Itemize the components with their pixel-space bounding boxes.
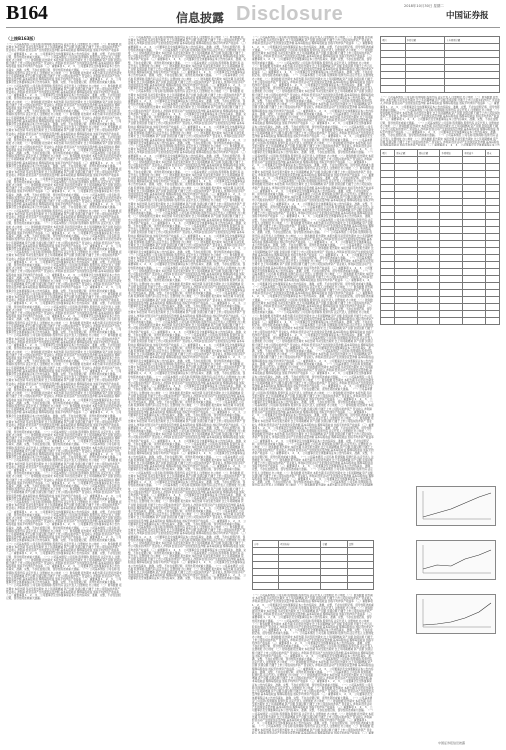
header-rule [6, 27, 500, 28]
table-header-cell: 本期减少 [463, 150, 486, 157]
table-header-cell: 项目 [381, 150, 395, 157]
column-body: （一）公司基本情况 公司名称 股票简称 股票代码 法定代表人 注册地址 办公地址 （二）财务数据 报告期末 本报告期 年初至报告期末 比上年同期增减 资产总额 负债总额 归属于上市公司股东的净资产 营业收入 净利润 经营活动产生的现金流量净额 基本每股收益 稀释每股收益 加权平均净资产收益率 （三）重要事项 1、 2、 3、 公司董事会及全体董事保证本公告内容真实、准确、完整，不存在虚假记载、误导性陈述或重大遗漏。 （一）公司基本情况 公司名称 股票简称 股票代码 法定代表人 注册地址 办公地址 （二）财务数据 报告期末 本报告期 年初至报告期末 比上年同期增减 资产总额 负债总额 归属于上市公司股东的净资产 营业收入 净利润 经营活动产生的现金流量净额 基本每股收益 稀释每股收益 加权平均净资产收益率 （三）重要事项 1、 2、 3、 公司董事会及全体董事保证本公告内容真实、准确、完整，不存在虚假记载、误导性陈述或重大遗漏。 （一）公司基本情况 公司名称 股票简称 股票代码 法定代表人 注册地址 办公地址 （二）财务数据 报告期末 本报告期 年初至报告期末 比上年同期增减 资产总额 负债总额 归属于上市公司股东的净资产 营业收入 净利润 经营活动产生的现金流量净额 基本每股收益 稀释每股收益 加权平均净资产收益率 （三）重要事项 1、 2、 3、 公司董事会及全体董事保证本公告内容真实、准确、完整，不存在虚假记载、误导性陈述或重大遗漏。 （一）公司基本情况 公司名称 股票简称 股票代码 法定代表人 注册地址 办公地址 （二）财务数据 报告期末 本报告期 年初至报告期末 比上年同期增减 资产总额 负债总额 归属于上市公司股东的净资产 营业收入 净利润 经营活动产生的现金流量净额 基本每股收益 稀释每股收益 加权平均净资产收益率 （三）重要事项 1、 2、 3、 公司董事会及全体董事保证本公告内容真实、准确、完整，不存在虚假记载、误导性陈述或重大遗漏。 （一）公司基本情况 公司名称 股票简称 股票代码 法定代表人 注册地址 办公地址 （二）财务数据 报告期末 本报告期 年初至报告期末 比上年同期增减 资产总额 负债总额 归属于上市公司股东的净资产 营业收入 净利润 经营活动产生的现金流量净额 基本每股收益 稀释每股收益 加权平均净资产收益率 （三）重要事项 1、 2、 3、 公司董事会及全体董事保证本公告内容真实、准确、完整，不存在虚假记载、误导性陈述或重大遗漏。 （一）公司基本情况 公司名称 股票简称 股票代码 法定代表人 注册地址 办公地址 （二）财务数据 报告期末 本报告期 年初至报告期末 比上年同期增减 资产总额 负债总额 归属于上市公司股东的净资产 营业收入 净利润 经营活动产生的现金流量净额 基本每股收益 稀释每股收益 加权平均净资产收益率 （三）重要事项 1、 2、 3、 公司董事会及全体董事保证本公告内容真实、准确、完整，不存在虚假记载、误导性陈述或重大遗漏。 （一）公司基本情况 公司名称 股票简称 股票代码 法定代表人 注册地址 办公地址 （二）财务数据 报告期末 本报告期 年初至报告期末 比上年同期增减 资产总额 负债总额 归属于上市公司股东的净资产 营业收入 净利润 经营活动产生的现金流量净额 基本每股收益 稀释每股收益 加权平均净资产收益率 （三）重要事项 1、 2、 3、 公司董事会及全体董事保证本公告内容真实、准确、完整，不存在虚假记载、误导性陈述或重大遗漏。 （一）公司基本情况 公司名称 股票简称 股票代码 法定代表人 注册地址 办公地址 （二）财务数据 报告期末 本报告期 年初至报告期末 比上年同期增减 资产总额 负债总额 归属于上市公司股东的净资产 营业收入 净利润 经营活动产生的现金流量净额 基本每股收益 稀释每股收益 加权平均净资产收益率 （三）重要事项 1、 2、 3、 公司董事会及全体董事保证本公告内容真实、准确、完整，不存在虚假记载、误导性陈述或重大遗漏。 （一）公司基本情况 公司名称 股票简称 股票代码 法定代表人 注册地址 办公地址 （二）财务数据 报告期末 本报告期 年初至报告期末 比上年同期增减 资产总额 负债总额 归属于上市公司股东的净资产 营业收入 净利润 经营活动产生的现金流量净额 基本每股收益 稀释每股收益 加权平均净资产收益率 （三）重要事项 1、 2、 3、 公司董事会及全体董事保证本公告内容真实、准确、完整，不存在虚假记载、误导性陈述或重大遗漏。 （一）公司基本情况 公司名称 股票简称 股票代码 法定代表人 注册地址 办公地址 （二）财务数据 报告期末 本报告期 年初至报告期末 比上年同期增减 资产总额 负债总额 归属于上市公司股东的净资产 营业收入 净利润 经营活动产生的现金流量净额 基本每股收益 稀释每股收益 加权平均净资产收益率 （三）重要事项 1、 2、 3、 公司董事会及全体董事保证本公告内容真实、准确、完整，不存在虚假记载、误导性陈述或重大遗漏。 （一）公司基本情况 公司名称 股票简称 股票代码 法定代表人 注册地址 办公地址 （二）财务数据 报告期末 本报告期 年初至报告期末 比上年同期增减 资产总额 负债总额 归属于上市公司股东的净资产 营业收入 净利润 经营活动产生的现金流量净额 基本每股收益 稀释每股收益 加权平均净资产收益率 （三）重要事项 1、 2、 3、 公司董事会及全体董事保证本公告内容真实、准确、完整，不存在虚假记载、误导性陈述或重大遗漏。 （一）公司基本情况 公司名称 股票简称 股票代码 法定代表人 注册地址 办公地址 （二）财务数据 报告期末 本报告期 年初至报告期末 比上年同期增减 资产总额 负债总额 归属于上市公司股东的净资产 营业收入 净利润 经营活动产生的现金流量净额 基本每股收益 稀释每股收益 加权平均净资产收益率 （三）重要事项 1、 2、 3、 公司董事会及全体董事保证本公告内容真实、准确、完整，不存在虚假记载、误导性陈述或重大遗漏。 （一）公司基本情况 公司名称 股票简称 股票代码 法定代表人 注册地址 办公地址 （二）财务数据 报告期末 本报告期 年初至报告期末 比上年同期增减 资产总额 负债总额 归属于上市公司股东的净资产 营业收入 净利润 经营活动产生的现金流量净额 基本每股收益 稀释每股收益 加权平均净资产收益率 （三）重要事项 1、 2、 3、 公司董事会及全体董事保证本公告内容真实、准确、完整，不存在虚假记载、误导性陈述或重大遗漏。 （一）公司基本情况 公司名称 股票简称 股票代码 法定代表人 注册地址 办公地址 （二）财务数据 报告期末 本报告期 年初至报告期末 比上年同期增减 资产总额 负债总额 归属于上市公司股东的净资产 营业收入 净利润 经营活动产生的现金流量净额 基本每股收益 稀释每股收益 加权平均净资产收益率 （三）重要事项 1、 2、 3、 公司董事会及全体董事保证本公告内容真实、准确、完整，不存在虚假记载、误导性陈述或重大遗漏。 （一）公司基本情况 公司名称 股票简称 股票代码 法定代表人 注册地址 办公地址 （二）财务数据 报告期末 本报告期 年初至报告期末 比上年同期增减 资产总额 负债总额 归属于上市公司股东的净资产 营业收入 净利润 经营活动产生的现金流量净额 基本每股收益 稀释每股收益 加权平均净资产收益率 （三）重要事项 1、 2、 3、 公司董事会及全体董事保证本公告内容真实、准确、完整，不存在虚假记载、误导性陈述或重大遗漏。 （一）公司基本情况 公司名称 股票简称 股票代码 法定代表人 注册地址 办公地址 （二）财务数据 报告期末 本报告期 年初至报告期末 比上年同期增减 资产总额 负债总额 归属于上市公司股东的净资产 营业收入 净利润 经营活动产生的现金流量净额 基本每股收益 稀释每股收益 加权平均净资产收益率 （三）重要事项 1、 2、 3、 公司董事会及全体董事保证本公告内容真实、准确、完整，不存在虚假记载、误导性陈述或重大遗漏。 （一）公司基本情况 公司名称 股票简称 股票代码 法定代表人 注册地址 办公地址 （二）财务数据 报告期末 本报告期 年初至报告期末 比上年同期增减 资产总额 负债总额 归属于上市公司股东的净资产 营业收入 净利润 经营活动产生的现金流量净额 基本每股收益 稀释每股收益 加权平均净资产收益率 （三）重要事项 1、 2、 3、 公司董事会及全体董事保证本公告内容真实、准确、完整，不存在虚假记载、误导性陈述或重大遗漏。 （一）公司基本情况 公司名称 股票简称 股票代码 法定代表人 注册地址 办公地址 （二）财务数据 报告期末 本报告期 年初至报告期末 比上年同期增减 资产总额 负债总额 归属于上市公司股东的净资产 营业收入 净利润 经营活动产生的现金流量净额 基本每股收益 稀释每股收益 加权平均净资产收益率 （三）重要事项 1、 2、 3、 公司董事会及全体董事保证本公告内容真实、准确、完整，不存在虚假记载、误导性陈述或重大遗漏。 （一）公司基本情况 公司名称 股票简称 股票代码 法定代表人 注册地址 办公地址 （二）财务数据 报告期末 本报告期 年初至报告期末 比上年同期增减 资产总额 负债总额 归属于上市公司股东的净资产 营业收入 净利润 经营活动产生的现金流量净额 基本每股收益 稀释每股收益 加权平均净资产收益率 （三）重要事项 1、 2、 3、 公司董事会及全体董事保证本公告内容真实、准确、完整，不存在虚假记载、误导性陈述或重大遗漏。 （一）公司基本情况 公司名称 股票简称 股票代码 法定代表人 注册地址 办公地址 （二）财务数据 报告期末 本报告期 年初至报告期末 比上年同期增减 资产总额 负债总额 归属于上市公司股东的净资产 营业收入 净利润 经营活动产生的现金流量净额 基本每股收益 稀释每股收益 加权平均净资产收益率 （三）重要事项 1、 2、 3、 公司董事会及全体董事保证本公告内容真实、准确、完整，不存在虚假记载、误导性陈述或重大遗漏。 （一）公司基本情况 公司名称 股票简称 股票代码 法定代表人 注册地址 办公地址 （二）财务数据 报告期末 本报告期 年初至报告期末 比上年同期增减 资产总额 负债总额 归属于上市公司股东的净资产 营业收入 净利润 经营活动产生的现金流量净额 基本每股收益 稀释每股收益 加权平均净资产收益率 （三）重要事项 1、 2、 3、 公司董事会及全体董事保证本公告内容真实、准确、完整，不存在虚假记载、误导性陈述或重大遗漏。 （一）公司基本情况 公司名称 股票简称 股票代码 法定代表人 注册地址 办公地址 （二）财务数据 报告期末 本报告期 年初至报告期末 比上年同期增减 资产总额 负债总额 归属于上市公司股东的净资产 营业收入 净利润 经营活动产生的现金流量净额 基本每股收益 稀释每股收益 加权平均净资产收益率 （三）重要事项 1、 2、 3、 公司董事会及全体董事保证本公告内容真实、准确、完整，不存在虚假记载、误导性陈述或重大遗漏。 （一）公司基本情况 公司名称 股票简称 股票代码 法定代表人 注册地址 办公地址 （二）财务数据 报告期末 本报告期 年初至报告期末 比上年同期增减 资产总额 负债总额 归属于上市公司股东的净资产 营业收入 净利润 经营活动产生的现金流量净额 基本每股收益 稀释每股收益 加权平均净资产收益率 （三）重要事项 1、 2、 3、 公司董事会及全体董事保证本公告内容真实、准确、完整，不存在虚假记载、误导性陈述或重大遗漏。 （一）公司基本情况 公司名称 股票简称 股票代码 法定代表人 注册地址 办公地址 （二）财务数据 报告期末 本报告期 年初至报告期末 比上年同期增减 资产总额 负债总额 归属于上市公司股东的净资产 营业收入 净利润 经营活动产生的现金流量净额 基本每股收益 稀释每股收益 加权平均净资产收益率 （三）重要事项 1、 2、 3、 公司董事会及全体董事保证本公告内容真实、准确、完整，不存在虚假记载、误导性陈述或重大遗漏。 （一）公司基本情况 公司名称 股票简称 股票代码 法定代表人 注册地址 办公地址 （二）财务数据 报告期末 本报告期 年初至报告期末 比上年同期增减 资产总额 负债总额 归属于上市公司股东的净资产 营业收入 净利润 经营活动产生的现金流量净额 基本每股收益 稀释每股收益 加权平均净资产收益率 （三）重要事项 1、 2、 3、 公司董事会及全体董事保证本公告内容真实、准确、完整，不存在虚假记载、误导性陈述或重大遗漏。 （一）公司基本情况 公司名称 股票简称 股票代码 法定代表人 注册地址 办公地址 （二）财务数据 报告期末 本报告期 年初至报告期末 比上年同期增减 资产总额 负债总额 归属于上市公司股东的净资产 营业收入 净利润 经营活动产生的现金流量净额 基本每股收益 稀释每股收益 加权平均净资产收益率 （三）重要事项 1、 2、 3、 公司董事会及全体董事保证本公告内容真实、准确、完整，不存在虚假记载、误导性陈述或重大遗漏。 （一）公司基本情况 公司名称 股票简称 股票代码 法定代表人 注册地址 办公地址 （二）财务数据 报告期末 本报告期 年初至报告期末 比上年同期增减 资产总额 负债总额 归属于上市公司股东的净资产 营业收入 净利润 经营活动产生的现金流量净额 基本每股收益 稀释每股收益 加权平均净资产收益率 （三）重要事项 1、 2、 3、 公司董事会及全体董事保证本公告内容真实、准确、完整，不存在虚假记载、误导性陈述或重大遗漏。 （一）公司基本情况 公司名称 股票简称 股票代码 法定代表人 注册地址 办公地址 （二）财务数据 报告期末 本报告期 年初至报告期末 比上年同期增减 资产总额 负债总额 归属于上市公司股东的净资产 营业收入 净利润 经营活动产生的现金流量净额 基本每股收益 稀释每股收益 加权平均净资产收益率 （三）重要事项 1、 2、 3、 公司董事会及全体董事保证本公告内容真实、准确、完整，不存在虚假记载、误导性陈述或重大遗漏。 （一）公司基本情况 公司名称 股票简称 股票代码 法定代表人 注册地址 办公地址 （二）财务数据 报告期末 本报告期 年初至报告期末 比上年同期增减 资产总额 负债总额 归属于上市公司股东的净资产 营业收入 净利润 经营活动产生的现金流量净额 基本每股收益 稀释每股收益 加权平均净资产收益率 （三）重要事项 1、 2、 3、 公司董事会及全体董事保证本公告内容真实、准确、完整，不存在虚假记载、误导性陈述或重大遗漏。 （一）公司基本情况 公司名称 股票简称 股票代码 法定代表人 注册地址 办公地址 （二）财务数据 报告期末 本报告期 年初至报告期末 比上年同期增减 资产总额 负债总额 归属于上市公司股东的净资产 营业收入 净利润 经营活动产生的现金流量净额 基本每股收益 稀释每股收益 加权平均净资产收益率 （三）重要事项 1、 2、 3、 公司董事会及全体董事保证本公告内容真实、准确、完整，不存在虚假记载、误导性陈述或重大遗漏。 （一）公司基本情况 公司名称 股票简称 股票代码 法定代表人 注册地址 办公地址 （二）财务数据 报告期末 本报告期 年初至报告期末 比上年同期增减 资产总额 负债总额 归属于上市公司股东的净资产 营业收入 净利润 经营活动产生的现金流量净额 基本每股收益 稀释每股收益 加权平均净资产收益率 （三）重要事项 1、 2、 3、 公司董事会及全体董事保证本公告内容真实、准确、完整，不存在虚假记载、误导性陈述或重大遗漏。 （一）公司基本情况 公司名称 股票简称 股票代码 法定代表人 注册地址 办公地址 （二）财务数据 报告期末 本报告期 年初至报告期末 比上年同期增减 资产总额 负债总额 归属于上市公司股东的净资产 营业收入 净利润 经营活动产生的现金流量净额 基本每股收益 稀释每股收益 加权平均净资产收益率 （三）重要事项 1、 2、 3、 公司董事会及全体董事保证本公告内容真实、准确、完整，不存在虚假记载、误导性陈述或重大遗漏。 （一）公司基本情况 公司名称 股票简称 股票代码 法定代表人 注册地址 办公地址 （二）财务数据 报告期末 本报告期 年初至报告期末 比上年同期增减 资产总额 负债总额 归属于上市公司股东的净资产 营业收入 净利润 经营活动产生的现金流量净额 基本每股收益 稀释每股收益 加权平均净资产收益率 （三）重要事项 1、 2、 3、 公司董事会及全体董事保证本公告内容真实、准确、完整，不存在虚假记载、误导性陈述或重大遗漏。 （一）公司基本情况 公司名称 股票简称 股票代码 法定代表人 注册地址 办公地址 （二）财务数据 报告期末 本报告期 年初至报告期末 比上年同期增减 资产总额 负债总额 归属于上市公司股东的净资产 营业收入 净利润 经营活动产生的现金流量净额 基本每股收益 稀释每股收益 加权平均净资产收益率 （三）重要事项 1、 2、 3、 公司董事会及全体董事保证本公告内容真实、准确、完整，不存在虚假记载、误导性陈述或重大遗漏。 （一）公司基本情况 公司名称 股票简称 股票代码 法定代表人 注册地址 办公地址 （二）财务数据 报告期末 本报告期 年初至报告期末 比上年同期增减 资产总额 负债总额 归属于上市公司股东的净资产 营业收入 净利润 经营活动产生的现金流量净额 基本每股收益 稀释每股收益 加权平均净资产收益率 （三）重要事项 1、 2、 3、 公司董事会及全体董事保证本公告内容真实、准确、完整，不存在虚假记载、误导性陈述或重大遗漏。 （一）公司基本情况 公司名称 股票简称 股票代码 法定代表人 注册地址 办公地址 （二）财务数据 报告期末 本报告期 年初至报告期末 比上年同期增减 资产总额 负债总额 归属于上市公司股东的净资产 营业收入 净利润 经营活动产生的现金流量净额 基本每股收益 稀释每股收益 加权平均净资产收益率 （三）重要事项 1、 2、 3、 公司董事会及全体董事保证本公告内容真实、准确、完整，不存在虚假记载、误导性陈述或重大遗漏。 （一）公司基本情况 公司名称 股票简称 股票代码 法定代表人 注册地址 办公地址 （二）财务数据 报告期末 本报告期 年初至报告期末 比上年同期增减 资产总额 负债总额 归属于上市公司股东的净资产 营业收入 净利润 经营活动产生的现金流量净额 基本每股收益 稀释每股收益 加权平均净资产收益率 （三）重要事项 1、 2、 3、 公司董事会及全体董事保证本公告内容真实、准确、完整，不存在虚假记载、误导性陈述或重大遗漏。 （一）公司基本情况 公司名称 股票简称 股票代码 法定代表人 注册地址 办公地址 （二）财务数据 报告期末 本报告期 年初至报告期末 比上年同期增减 资产总额 负债总额 归属于上市公司股东的净资产 营业收入 净利润 经营活动产生的现金流量净额 基本每股收益 稀释每股收益 加权平均净资产收益率 （三）重要事项 1、 2、 3、 公司董事会及全体董事保证本公告内容真实、准确、完整，不存在虚假记载、误导性陈述或重大遗漏。 （一）公司基本情况 公司名称 股票简称 股票代码 法定代表人 注册地址 办公地址 （二）财务数据 报告期末 本报告期 年初至报告期末 比上年同期增减 资产总额 负债总额 归属于上市公司股东的净资产 营业收入 净利润 经营活动产生的现金流量净额 基本每股收益 稀释每股收益 加权平均净资产收益率 （三）重要事项 1、 2、 3、 公司董事会及全体董事保证本公告内容真实、准确、完整，不存在虚假记载、误导性陈述或重大遗漏。 （一）公司基本情况 公司名称 股票简称 股票代码 法定代表人 注册地址 办公地址 （二）财务数据 报告期末 本报告期 年初至报告期末 比上年同期增减 资产总额 负债总额 归属于上市公司股东的净资产 营业收入 净利润 经营活动产生的现金流量净额 基本每股收益 稀释每股收益 加权平均净资产收益率 （三）重要事项 1、 2、 3、 公司董事会及全体董事保证本公告内容真实、准确、完整，不存在虚假记载、误导性陈述或重大遗漏。 [128, 36, 246, 581]
text-column-3 [252, 36, 374, 486]
table-header-cell: 期末 [485, 150, 499, 157]
line-chart-2-svg [417, 541, 495, 579]
table-header-cell: 项目 [381, 37, 406, 44]
table-header-cell: 本期金额 [405, 37, 445, 44]
table-header-cell: 序号 [253, 541, 279, 548]
table-header-cell: 本期增加 [440, 150, 463, 157]
summary-table [380, 36, 500, 93]
table-header-cell: 期末余额 [395, 150, 418, 157]
series-line [423, 493, 491, 517]
detail-table [380, 149, 500, 325]
line-chart-1-svg [417, 487, 495, 525]
section-title-en: Disclosure [236, 3, 344, 25]
table-header-cell: 项目名称 [279, 541, 321, 548]
series-line [423, 603, 491, 625]
page-number: B164 [6, 2, 48, 24]
table-header-cell: 上年同期金额 [445, 37, 500, 44]
column-body: （一）公司基本情况 公司名称 股票简称 股票代码 法定代表人 注册地址 办公地址 （二）财务数据 报告期末 本报告期 年初至报告期末 比上年同期增减 资产总额 负债总额 归属于上市公司股东的净资产 营业收入 净利润 经营活动产生的现金流量净额 基本每股收益 稀释每股收益 加权平均净资产收益率 （三）重要事项 1、 2、 3、 公司董事会及全体董事保证本公告内容真实、准确、完整，不存在虚假记载、误导性陈述或重大遗漏。 （一）公司基本情况 公司名称 股票简称 股票代码 法定代表人 注册地址 办公地址 （二）财务数据 报告期末 本报告期 年初至报告期末 比上年同期增减 资产总额 负债总额 归属于上市公司股东的净资产 营业收入 净利润 经营活动产生的现金流量净额 基本每股收益 稀释每股收益 加权平均净资产收益率 （三）重要事项 1、 2、 3、 公司董事会及全体董事保证本公告内容真实、准确、完整，不存在虚假记载、误导性陈述或重大遗漏。 （一）公司基本情况 公司名称 股票简称 股票代码 法定代表人 注册地址 办公地址 （二）财务数据 报告期末 本报告期 年初至报告期末 比上年同期增减 资产总额 负债总额 归属于上市公司股东的净资产 营业收入 净利润 经营活动产生的现金流量净额 基本每股收益 稀释每股收益 加权平均净资产收益率 （三）重要事项 1、 2、 3、 公司董事会及全体董事保证本公告内容真实、准确、完整，不存在虚假记载、误导性陈述或重大遗漏。 （一）公司基本情况 公司名称 股票简称 股票代码 法定代表人 注册地址 办公地址 （二）财务数据 报告期末 本报告期 年初至报告期末 比上年同期增减 资产总额 负债总额 归属于上市公司股东的净资产 营业收入 净利润 经营活动产生的现金流量净额 基本每股收益 稀释每股收益 加权平均净资产收益率 （三）重要事项 1、 2、 3、 公司董事会及全体董事保证本公告内容真实、准确、完整，不存在虚假记载、误导性陈述或重大遗漏。 （一）公司基本情况 公司名称 股票简称 股票代码 法定代表人 注册地址 办公地址 （二）财务数据 报告期末 本报告期 年初至报告期末 比上年同期增减 资产总额 负债总额 归属于上市公司股东的净资产 营业收入 净利润 经营活动产生的现金流量净额 基本每股收益 稀释每股收益 加权平均净资产收益率 （三）重要事项 1、 2、 3、 公司董事会及全体董事保证本公告内容真实、准确、完整，不存在虚假记载、误导性陈述或重大遗漏。 （一）公司基本情况 公司名称 股票简称 股票代码 法定代表人 注册地址 办公地址 （二）财务数据 报告期末 本报告期 年初至报告期末 比上年同期增减 资产总额 负债总额 归属于上市公司股东的净资产 营业收入 净利润 经营活动产生的现金流量净额 基本每股收益 稀释每股收益 加权平均净资产收益率 （三）重要事项 1、 2、 3、 公司董事会及全体董事保证本公告内容真实、准确、完整，不存在虚假记载、误导性陈述或重大遗漏。 （一）公司基本情况 公司名称 股票简称 股票代码 法定代表人 注册地址 办公地址 （二）财务数据 报告期末 本报告期 年初至报告期末 比上年同期增减 资产总额 负债总额 归属于上市公司股东的净资产 营业收入 净利润 经营活动产生的现金流量净额 基本每股收益 稀释每股收益 加权平均净资产收益率 （三）重要事项 1、 2、 3、 公司董事会及全体董事保证本公告内容真实、准确、完整，不存在虚假记载、误导性陈述或重大遗漏。 （一）公司基本情况 公司名称 股票简称 股票代码 法定代表人 注册地址 办公地址 （二）财务数据 报告期末 本报告期 年初至报告期末 比上年同期增减 资产总额 负债总额 归属于上市公司股东的净资产 营业收入 净利润 经营活动产生的现金流量净额 基本每股收益 稀释每股收益 加权平均净资产收益率 （三）重要事项 1、 2、 3、 公司董事会及全体董事保证本公告内容真实、准确、完整，不存在虚假记载、误导性陈述或重大遗漏。 （一）公司基本情况 公司名称 股票简称 股票代码 法定代表人 注册地址 办公地址 （二）财务数据 报告期末 本报告期 年初至报告期末 比上年同期增减 资产总额 负债总额 归属于上市公司股东的净资产 营业收入 净利润 经营活动产生的现金流量净额 基本每股收益 稀释每股收益 加权平均净资产收益率 （三）重要事项 1、 2、 3、 公司董事会及全体董事保证本公告内容真实、准确、完整，不存在虚假记载、误导性陈述或重大遗漏。 （一）公司基本情况 公司名称 股票简称 股票代码 法定代表人 注册地址 办公地址 （二）财务数据 报告期末 本报告期 年初至报告期末 比上年同期增减 资产总额 负债总额 归属于上市公司股东的净资产 营业收入 净利润 经营活动产生的现金流量净额 基本每股收益 稀释每股收益 加权平均净资产收益率 （三）重要事项 1、 2、 3、 公司董事会及全体董事保证本公告内容真实、准确、完整，不存在虚假记载、误导性陈述或重大遗漏。 （一）公司基本情况 公司名称 股票简称 股票代码 法定代表人 注册地址 办公地址 （二）财务数据 报告期末 本报告期 年初至报告期末 比上年同期增减 资产总额 负债总额 归属于上市公司股东的净资产 营业收入 净利润 经营活动产生的现金流量净额 基本每股收益 稀释每股收益 加权平均净资产收益率 （三）重要事项 1、 2、 3、 公司董事会及全体董事保证本公告内容真实、准确、完整，不存在虚假记载、误导性陈述或重大遗漏。 （一）公司基本情况 公司名称 股票简称 股票代码 法定代表人 注册地址 办公地址 （二）财务数据 报告期末 本报告期 年初至报告期末 比上年同期增减 资产总额 负债总额 归属于上市公司股东的净资产 营业收入 净利润 经营活动产生的现金流量净额 基本每股收益 稀释每股收益 加权平均净资产收益率 （三）重要事项 1、 2、 3、 公司董事会及全体董事保证本公告内容真实、准确、完整，不存在虚假记载、误导性陈述或重大遗漏。 （一）公司基本情况 公司名称 股票简称 股票代码 法定代表人 注册地址 办公地址 （二）财务数据 报告期末 本报告期 年初至报告期末 比上年同期增减 资产总额 负债总额 归属于上市公司股东的净资产 营业收入 净利润 经营活动产生的现金流量净额 基本每股收益 稀释每股收益 加权平均净资产收益率 （三）重要事项 1、 2、 3、 公司董事会及全体董事保证本公告内容真实、准确、完整，不存在虚假记载、误导性陈述或重大遗漏。 （一）公司基本情况 公司名称 股票简称 股票代码 法定代表人 注册地址 办公地址 （二）财务数据 报告期末 本报告期 年初至报告期末 比上年同期增减 资产总额 负债总额 归属于上市公司股东的净资产 营业收入 净利润 经营活动产生的现金流量净额 基本每股收益 稀释每股收益 加权平均净资产收益率 （三）重要事项 1、 2、 3、 公司董事会及全体董事保证本公告内容真实、准确、完整，不存在虚假记载、误导性陈述或重大遗漏。 （一）公司基本情况 公司名称 股票简称 股票代码 法定代表人 注册地址 办公地址 （二）财务数据 报告期末 本报告期 年初至报告期末 比上年同期增减 资产总额 负债总额 归属于上市公司股东的净资产 营业收入 净利润 经营活动产生的现金流量净额 基本每股收益 稀释每股收益 加权平均净资产收益率 （三）重要事项 1、 2、 3、 公司董事会及全体董事保证本公告内容真实、准确、完整，不存在虚假记载、误导性陈述或重大遗漏。 （一）公司基本情况 公司名称 股票简称 股票代码 法定代表人 注册地址 办公地址 （二）财务数据 报告期末 本报告期 年初至报告期末 比上年同期增减 资产总额 负债总额 归属于上市公司股东的净资产 营业收入 净利润 经营活动产生的现金流量净额 基本每股收益 稀释每股收益 加权平均净资产收益率 （三）重要事项 1、 2、 3、 公司董事会及全体董事保证本公告内容真实、准确、完整，不存在虚假记载、误导性陈述或重大遗漏。 （一）公司基本情况 公司名称 股票简称 股票代码 法定代表人 注册地址 办公地址 （二）财务数据 报告期末 本报告期 年初至报告期末 比上年同期增减 资产总额 负债总额 归属于上市公司股东的净资产 营业收入 净利润 经营活动产生的现金流量净额 基本每股收益 稀释每股收益 加权平均净资产收益率 （三）重要事项 1、 2、 3、 公司董事会及全体董事保证本公告内容真实、准确、完整，不存在虚假记载、误导性陈述或重大遗漏。 （一）公司基本情况 公司名称 股票简称 股票代码 法定代表人 注册地址 办公地址 （二）财务数据 报告期末 本报告期 年初至报告期末 比上年同期增减 资产总额 负债总额 归属于上市公司股东的净资产 营业收入 净利润 经营活动产生的现金流量净额 基本每股收益 稀释每股收益 加权平均净资产收益率 （三）重要事项 1、 2、 3、 公司董事会及全体董事保证本公告内容真实、准确、完整，不存在虚假记载、误导性陈述或重大遗漏。 （一）公司基本情况 公司名称 股票简称 股票代码 法定代表人 注册地址 办公地址 （二）财务数据 报告期末 本报告期 年初至报告期末 比上年同期增减 资产总额 负债总额 归属于上市公司股东的净资产 营业收入 净利润 经营活动产生的现金流量净额 基本每股收益 稀释每股收益 加权平均净资产收益率 （三）重要事项 1、 2、 3、 公司董事会及全体董事保证本公告内容真实、准确、完整，不存在虚假记载、误导性陈述或重大遗漏。 （一）公司基本情况 公司名称 股票简称 股票代码 法定代表人 注册地址 办公地址 （二）财务数据 报告期末 本报告期 年初至报告期末 比上年同期增减 资产总额 负债总额 归属于上市公司股东的净资产 营业收入 净利润 经营活动产生的现金流量净额 基本每股收益 稀释每股收益 加权平均净资产收益率 （三）重要事项 1、 2、 3、 公司董事会及全体董事保证本公告内容真实、准确、完整，不存在虚假记载、误导性陈述或重大遗漏。 （一）公司基本情况 公司名称 股票简称 股票代码 法定代表人 注册地址 办公地址 （二）财务数据 报告期末 本报告期 年初至报告期末 比上年同期增减 资产总额 负债总额 归属于上市公司股东的净资产 营业收入 净利润 经营活动产生的现金流量净额 基本每股收益 稀释每股收益 加权平均净资产收益率 （三）重要事项 1、 2、 3、 公司董事会及全体董事保证本公告内容真实、准确、完整，不存在虚假记载、误导性陈述或重大遗漏。 （一）公司基本情况 公司名称 股票简称 股票代码 法定代表人 注册地址 办公地址 （二）财务数据 报告期末 本报告期 年初至报告期末 比上年同期增减 资产总额 负债总额 归属于上市公司股东的净资产 营业收入 净利润 经营活动产生的现金流量净额 基本每股收益 稀释每股收益 加权平均净资产收益率 （三）重要事项 1、 2、 3、 公司董事会及全体董事保证本公告内容真实、准确、完整，不存在虚假记载、误导性陈述或重大遗漏。 （一）公司基本情况 公司名称 股票简称 股票代码 法定代表人 注册地址 办公地址 （二）财务数据 报告期末 本报告期 年初至报告期末 比上年同期增减 资产总额 负债总额 归属于上市公司股东的净资产 营业收入 净利润 经营活动产生的现金流量净额 基本每股收益 稀释每股收益 加权平均净资产收益率 （三）重要事项 1、 2、 3、 公司董事会及全体董事保证本公告内容真实、准确、完整，不存在虚假记载、误导性陈述或重大遗漏。 （一）公司基本情况 公司名称 股票简称 股票代码 法定代表人 注册地址 办公地址 （二）财务数据 报告期末 本报告期 年初至报告期末 比上年同期增减 资产总额 负债总额 归属于上市公司股东的净资产 营业收入 净利润 经营活动产生的现金流量净额 基本每股收益 稀释每股收益 加权平均净资产收益率 （三）重要事项 1、 2、 3、 公司董事会及全体董事保证本公告内容真实、准确、完整，不存在虚假记载、误导性陈述或重大遗漏。 （一）公司基本情况 公司名称 股票简称 股票代码 法定代表人 注册地址 办公地址 （二）财务数据 报告期末 本报告期 年初至报告期末 比上年同期增减 资产总额 负债总额 归属于上市公司股东的净资产 营业收入 净利润 经营活动产生的现金流量净额 基本每股收益 稀释每股收益 加权平均净资产收益率 （三）重要事项 1、 2、 3、 公司董事会及全体董事保证本公告内容真实、准确、完整，不存在虚假记载、误导性陈述或重大遗漏。 （一）公司基本情况 公司名称 股票简称 股票代码 法定代表人 注册地址 办公地址 （二）财务数据 报告期末 本报告期 年初至报告期末 比上年同期增减 资产总额 负债总额 归属于上市公司股东的净资产 营业收入 净利润 经营活动产生的现金流量净额 基本每股收益 稀释每股收益 加权平均净资产收益率 （三）重要事项 1、 2、 3、 公司董事会及全体董事保证本公告内容真实、准确、完整，不存在虚假记载、误导性陈述或重大遗漏。 （一）公司基本情况 公司名称 股票简称 股票代码 法定代表人 注册地址 办公地址 （二）财务数据 报告期末 本报告期 年初至报告期末 比上年同期增减 资产总额 负债总额 归属于上市公司股东的净资产 营业收入 净利润 经营活动产生的现金流量净额 基本每股收益 稀释每股收益 加权平均净资产收益率 （三）重要事项 1、 2、 3、 公司董事会及全体董事保证本公告内容真实、准确、完整，不存在虚假记载、误导性陈述或重大遗漏。 （一）公司基本情况 公司名称 股票简称 股票代码 法定代表人 注册地址 办公地址 （二）财务数据 报告期末 本报告期 年初至报告期末 比上年同期增减 资产总额 负债总额 归属于上市公司股东的净资产 营业收入 净利润 经营活动产生的现金流量净额 基本每股收益 稀释每股收益 加权平均净资产收益率 （三）重要事项 1、 2、 3、 公司董事会及全体董事保证本公告内容真实、准确、完整，不存在虚假记载、误导性陈述或重大遗漏。 （一）公司基本情况 公司名称 股票简称 股票代码 法定代表人 注册地址 办公地址 （二）财务数据 报告期末 本报告期 年初至报告期末 比上年同期增减 资产总额 负债总额 归属于上市公司股东的净资产 营业收入 净利润 经营活动产生的现金流量净额 基本每股收益 稀释每股收益 加权平均净资产收益率 （三）重要事项 1、 2、 3、 公司董事会及全体董事保证本公告内容真实、准确、完整，不存在虚假记载、误导性陈述或重大遗漏。 （一）公司基本情况 公司名称 股票简称 股票代码 法定代表人 注册地址 办公地址 （二）财务数据 报告期末 本报告期 年初至报告期末 比上年同期增减 资产总额 负债总额 归属于上市公司股东的净资产 营业收入 净利润 经营活动产生的现金流量净额 基本每股收益 稀释每股收益 加权平均净资产收益率 （三）重要事项 1、 2、 3、 公司董事会及全体董事保证本公告内容真实、准确、完整，不存在虚假记载、误导性陈述或重大遗漏。 （一）公司基本情况 公司名称 股票简称 股票代码 法定代表人 注册地址 办公地址 （二）财务数据 报告期末 本报告期 年初至报告期末 比上年同期增减 资产总额 负债总额 归属于上市公司股东的净资产 营业收入 净利润 经营活动产生的现金流量净额 基本每股收益 稀释每股收益 加权平均净资产收益率 （三）重要事项 1、 2、 3、 公司董事会及全体董事保证本公告内容真实、准确、完整，不存在虚假记载、误导性陈述或重大遗漏。 （一）公司基本情况 公司名称 股票简称 股票代码 法定代表人 注册地址 办公地址 （二）财务数据 报告期末 本报告期 年初至报告期末 比上年同期增减 资产总额 负债总额 归属于上市公司股东的净资产 营业收入 净利润 经营活动产生的现金流量净额 基本每股收益 稀释每股收益 加权平均净资产收益率 （三）重要事项 1、 2、 3、 公司董事会及全体董事保证本公告内容真实、准确、完整，不存在虚假记载、误导性陈述或重大遗漏。 （一）公司基本情况 公司名称 股票简称 股票代码 法定代表人 注册地址 办公地址 （二）财务数据 报告期末 本报告期 年初至报告期末 比上年同期增减 资产总额 负债总额 归属于上市公司股东的净资产 营业收入 净利润 经营活动产生的现金流量净额 基本每股收益 稀释每股收益 加权平均净资产收益率 （三）重要事项 1、 2、 3、 公司董事会及全体董事保证本公告内容真实、准确、完整，不存在虚假记载、误导性陈述或重大遗漏。 （一）公司基本情况 公司名称 股票简称 股票代码 法定代表人 注册地址 办公地址 （二）财务数据 报告期末 本报告期 年初至报告期末 比上年同期增减 资产总额 负债总额 归属于上市公司股东的净资产 营业收入 净利润 经营活动产生的现金流量净额 基本每股收益 稀释每股收益 加权平均净资产收益率 （三）重要事项 1、 2、 3、 公司董事会及全体董事保证本公告内容真实、准确、完整，不存在虚假记载、误导性陈述或重大遗漏。 （一）公司基本情况 公司名称 股票简称 股票代码 法定代表人 注册地址 办公地址 （二）财务数据 报告期末 本报告期 年初至报告期末 比上年同期增 [252, 36, 374, 486]
text-column-1 [6, 36, 122, 743]
column-body: （一）公司基本情况 公司名称 股票简称 股票代码 法定代表人 注册地址 办公地址 （二）财务数据 报告期末 本报告期 年初至报告期末 比上年同期增减 资产总额 负债总额 归属于上市公司股东的净资产 营业收入 净利润 经营活动产生的现金流量净额 基本每股收益 稀释每股收益 加权平均净资产收益率 （三）重要事项 1、 2、 3、 公司董事会及全体董事保证本公告内容真实、准确、完整，不存在虚假记载、误导性陈述或重大遗漏。 （一）公司基本情况 公司名称 股票简称 股票代码 法定代表人 注册地址 办公地址 （二）财务数据 报告期末 本报告期 年初至报告期末 比上年同期增减 资产总额 负债总额 归属于上市公司股东的净资产 营业收入 净利润 经营活动产生的现金流量净额 基本每股收益 稀释每股收益 加权平均净资产收益率 （三）重要事项 1、 2、 3、 公司董事会及全体董事保证本公告内容真实、准确、完整，不存在虚假记载、误导性陈述或重大遗漏。 （一）公司基本情况 公司名称 股票简称 股票代码 法定代表人 注册地址 办公地址 （二）财务数据 报告期末 本报告期 年初至报告期末 比上年同期增减 资产总额 负债总额 归属于上市公司股东的净资产 营业收入 净利润 经营活动产生的现金流量净额 基本每股收益 稀释每股收益 加权平均净资产收益率 （三）重要事项 1、 2、 3、 公司董事会及全体董事保证本公告内容真实、准确、完整，不存在虚假记载、误导性陈述或重大遗漏。 （一）公司基本情况 公司名称 股票简称 股票代码 法定代表人 注册地址 办公地址 （二）财务数据 报告期末 本报告期 年初至报告期末 比上年同期增减 资产总额 负债总额 归属于上市公司股东的净资产 营业收入 净利润 经营活动产生的现金流量净额 基本每股收益 稀释每股收益 加权平均净资产收益率 （三）重要事项 1、 2、 3、 公司董事会及全体董事保证本公告内容真实、准确、完整，不存在虚假记载、误导性陈述或重大遗漏。 （一）公司基本情况 公司名称 股票简称 股票代码 法定代表人 注册地址 办公地址 （二）财务数据 报告期末 本报告期 年初至报告期末 比上年同期增减 资产总额 负债总额 归属于上市公司股东的净资产 营业收入 净利润 经营活动产生的现金流量净额 基本每股收益 稀释每股收益 加权平均净资产收益率 （三）重要事项 1、 2、 3、 公司董事会及全体董事保证本公告内容真实、准确、完整，不存在虚假记载、误导性陈述或重大遗漏。 （一）公司基本情况 公司名称 股票简称 股票代码 法定代表人 注册地址 办公地址 （二）财务数据 报告期末 本报告期 年初至报告期末 比上年同期增减 资产总额 负债总额 归属于上市公司股东的净资产 营业收入 净利润 经营活动产生的现金流量净额 基本每股收益 稀释每股收益 加权平均净资产收益率 （三）重要事项 1、 2、 3、 公司董事会及全体董事保证本公告内容真实、准确、完整，不存在虚假记载、误导性陈述或重大遗漏。 （一）公司基本情况 公司名称 股票简称 股票代码 法定代表人 注册地址 办公地址 （二）财务数据 报告期末 本报告期 年初至报告期末 比上年同期增减 资产总额 负债总额 归属于上市公司股东的净资产 营业收入 净利润 经营活动产生的现金流量净额 基本每股收益 稀释每股收益 加权平均净资产收益率 （三）重要事项 1、 2、 3、 公司董事会及全体董事保证本公告内容真实、准确、完整，不存在虚假记载、误导性陈述或重大遗漏。 （一）公司基本情况 公司名称 股票简称 股票代码 法定代表人 注册地址 办公地址 （二）财务数据 报告期末 本报告期 年初至报告期末 比上年同期增减 资产总额 负债总额 归属于上市公司股东的净资产 营业收入 净利润 经营活动产生的现金流量净额 基本每股收益 稀释每股收益 加权平均净资产收益率 （三）重要事项 1、 2、 3、 公司董事会及全体董事保证本公告内容真实、准确、完整，不存在虚假记载、误导性陈述或重大遗漏。 （一）公司基本情况 公司名称 股票简称 股票代码 法定代表人 注册地址 办公地址 （二）财务数据 报告期末 本报告期 年初至报告期末 比上年同期增减 资产总额 负债总额 归属于上市公司股东的净资产 营业收入 净利润 经营活动产生的现金流量净额 基本每股收益 稀释每股收益 加权平均净资产收益率 （三）重要事项 1、 2、 3、 公司董事会及全体董事保证本公告内容真实、准确、完整，不存在虚假记载、误导性陈述或重大遗漏。 （一）公司基本情况 公司名称 股票简称 股票代码 法定代表人 注册地址 办公地址 （二）财务数据 报告期末 本报告期 年初至报告期末 比上年同期增减 资产总额 负债总额 归属于上市公司股东的净资产 营业收入 净利润 经营活动产生的现金流量净额 基本每股收益 稀释每股收益 加权平均净资产收益率 （三）重要事项 1、 2、 3、 公司董事会及全体董事保证本公告内容真实、准确、完整，不存在虚假记载、误导性陈述或重大遗漏。 （一）公司基本情况 公司名称 股票简称 股票代码 法定代表人 注册地址 办公地址 （二）财务数据 报告期末 本报告期 年初至报告期末 比上年同期增减 资产总额 负债总额 归属于上市公司股东的净资产 营业收入 净利润 经营活动产生的现金流量净额 基本每股收益 稀释每股收益 加权平均净资产收益率 （三）重要 [252, 594, 374, 734]
footer-note: 中国证券报信息披露 [438, 741, 466, 745]
text-column-2 [128, 36, 246, 742]
table-header-cell: 比例 [347, 541, 373, 548]
column-heading: （上接B163版） [6, 36, 38, 41]
line-chart-1 [416, 486, 496, 526]
text-column-4 [380, 36, 500, 325]
line-chart-3 [416, 594, 496, 634]
section-title-cn: 信息披露 [176, 11, 225, 25]
column-body: （一）公司基本情况 公司名称 股票简称 股票代码 法定代表人 注册地址 办公地址 （二）财务数据 报告期末 本报告期 年初至报告期末 比上年同期增减 资产总额 负债总额 归属于上市公司股东的净资产 营业收入 净利润 经营活动产生的现金流量净额 基本每股收益 稀释每股收益 加权平均净资产收益率 （三）重要事项 1、 2、 3、 公司董事会及全体董事保证本公告内容真实、准确、完整，不存在虚假记载、误导性陈述或重大遗漏。 （一）公司基本情况 公司名称 股票简称 股票代码 法定代表人 注册地址 办公地址 （二）财务数据 报告期末 本报告期 年初至报告期末 比上年同期增减 资产总额 负债总额 归属于上市公司股东的净资产 营业收入 净利润 经营活动产生的现金流量净额 基本每股收益 稀释每股收益 加权平均净资产收益率 （三）重要事项 1、 2、 3、 公司董事会及全体董事保证本公告内容真实、准确、完整，不存在虚假记载、误导性陈述或重大遗漏。 （一）公司基本情况 公司名称 股票简称 股票代码 法定代表人 注册地址 办公地址 （二）财务数据 报告期末 本报告期 年初至报告期末 比上年同期增减 资产总额 负债总额 归属于上市公司股东的净资产 营业收入 净利润 经营活动产生的现金流量净额 基本每股收益 稀释每股收益 加权平均净资产收益率 （三）重要事项 1、 2、 3、 公司董事会及全体董事保证本公告内容真实、准确、完整，不存在虚假记载、误导性陈述或重大遗漏。 （一）公司基本情况 公司名称 股票简称 股票代码 法定代表人 注册地址 办公地址 （二）财务数据 报告期末 本报告期 年初至报告期末 比上年同期增减 资产总额 负债总额 归属于上市公司股东的净资产 营业收入 净利润 经营活动产生的现金流量净额 基本每股收益 稀释每股收益 加权平均净资产收益率 （三）重要事项 1、 2、 3、 公司董事会及全体董事保证本公告 [380, 96, 500, 146]
page-header [0, 0, 506, 28]
newspaper-brand: 中国证券报 [446, 11, 489, 21]
data-table [252, 540, 374, 590]
issue-date: 2018年10月30日 星期二 [404, 4, 444, 8]
line-chart-2 [416, 540, 496, 580]
line-chart-3-svg [417, 595, 495, 633]
text-column-3-lower [252, 540, 374, 734]
table-header-cell: 期初余额 [417, 150, 440, 157]
column-body: （一）公司基本情况 公司名称 股票简称 股票代码 法定代表人 注册地址 办公地址 （二）财务数据 报告期末 本报告期 年初至报告期末 比上年同期增减 资产总额 负债总额 归属于上市公司股东的净资产 营业收入 净利润 经营活动产生的现金流量净额 基本每股收益 稀释每股收益 加权平均净资产收益率 （三）重要事项 1、 2、 3、 公司董事会及全体董事保证本公告内容真实、准确、完整，不存在虚假记载、误导性陈述或重大遗漏。 （一）公司基本情况 公司名称 股票简称 股票代码 法定代表人 注册地址 办公地址 （二）财务数据 报告期末 本报告期 年初至报告期末 比上年同期增减 资产总额 负债总额 归属于上市公司股东的净资产 营业收入 净利润 经营活动产生的现金流量净额 基本每股收益 稀释每股收益 加权平均净资产收益率 （三）重要事项 1、 2、 3、 公司董事会及全体董事保证本公告内容真实、准确、完整，不存在虚假记载、误导性陈述或重大遗漏。 （一）公司基本情况 公司名称 股票简称 股票代码 法定代表人 注册地址 办公地址 （二）财务数据 报告期末 本报告期 年初至报告期末 比上年同期增减 资产总额 负债总额 归属于上市公司股东的净资产 营业收入 净利润 经营活动产生的现金流量净额 基本每股收益 稀释每股收益 加权平均净资产收益率 （三）重要事项 1、 2、 3、 公司董事会及全体董事保证本公告内容真实、准确、完整，不存在虚假记载、误导性陈述或重大遗漏。 （一）公司基本情况 公司名称 股票简称 股票代码 法定代表人 注册地址 办公地址 （二）财务数据 报告期末 本报告期 年初至报告期末 比上年同期增减 资产总额 负债总额 归属于上市公司股东的净资产 营业收入 净利润 经营活动产生的现金流量净额 基本每股收益 稀释每股收益 加权平均净资产收益率 （三）重要事项 1、 2、 3、 公司董事会及全体董事保证本公告内容真实、准确、完整，不存在虚假记载、误导性陈述或重大遗漏。 （一）公司基本情况 公司名称 股票简称 股票代码 法定代表人 注册地址 办公地址 （二）财务数据 报告期末 本报告期 年初至报告期末 比上年同期增减 资产总额 负债总额 归属于上市公司股东的净资产 营业收入 净利润 经营活动产生的现金流量净额 基本每股收益 稀释每股收益 加权平均净资产收益率 （三）重要事项 1、 2、 3、 公司董事会及全体董事保证本公告内容真实、准确、完整，不存在虚假记载、误导性陈述或重大遗漏。 （一）公司基本情况 公司名称 股票简称 股票代码 法定代表人 注册地址 办公地址 （二）财务数据 报告期末 本报告期 年初至报告期末 比上年同期增减 资产总额 负债总额 归属于上市公司股东的净资产 营业收入 净利润 经营活动产生的现金流量净额 基本每股收益 稀释每股收益 加权平均净资产收益率 （三）重要事项 1、 2、 3、 公司董事会及全体董事保证本公告内容真实、准确、完整，不存在虚假记载、误导性陈述或重大遗漏。 （一）公司基本情况 公司名称 股票简称 股票代码 法定代表人 注册地址 办公地址 （二）财务数据 报告期末 本报告期 年初至报告期末 比上年同期增减 资产总额 负债总额 归属于上市公司股东的净资产 营业收入 净利润 经营活动产生的现金流量净额 基本每股收益 稀释每股收益 加权平均净资产收益率 （三）重要事项 1、 2、 3、 公司董事会及全体董事保证本公告内容真实、准确、完整，不存在虚假记载、误导性陈述或重大遗漏。 （一）公司基本情况 公司名称 股票简称 股票代码 法定代表人 注册地址 办公地址 （二）财务数据 报告期末 本报告期 年初至报告期末 比上年同期增减 资产总额 负债总额 归属于上市公司股东的净资产 营业收入 净利润 经营活动产生的现金流量净额 基本每股收益 稀释每股收益 加权平均净资产收益率 （三）重要事项 1、 2、 3、 公司董事会及全体董事保证本公告内容真实、准确、完整，不存在虚假记载、误导性陈述或重大遗漏。 （一）公司基本情况 公司名称 股票简称 股票代码 法定代表人 注册地址 办公地址 （二）财务数据 报告期末 本报告期 年初至报告期末 比上年同期增减 资产总额 负债总额 归属于上市公司股东的净资产 营业收入 净利润 经营活动产生的现金流量净额 基本每股收益 稀释每股收益 加权平均净资产收益率 （三）重要事项 1、 2、 3、 公司董事会及全体董事保证本公告内容真实、准确、完整，不存在虚假记载、误导性陈述或重大遗漏。 （一）公司基本情况 公司名称 股票简称 股票代码 法定代表人 注册地址 办公地址 （二）财务数据 报告期末 本报告期 年初至报告期末 比上年同期增减 资产总额 负债总额 归属于上市公司股东的净资产 营业收入 净利润 经营活动产生的现金流量净额 基本每股收益 稀释每股收益 加权平均净资产收益率 （三）重要事项 1、 2、 3、 公司董事会及全体董事保证本公告内容真实、准确、完整，不存在虚假记载、误导性陈述或重大遗漏。 （一）公司基本情况 公司名称 股票简称 股票代码 法定代表人 注册地址 办公地址 （二）财务数据 报告期末 本报告期 年初至报告期末 比上年同期增减 资产总额 负债总额 归属于上市公司股东的净资产 营业收入 净利润 经营活动产生的现金流量净额 基本每股收益 稀释每股收益 加权平均净资产收益率 （三）重要事项 1、 2、 3、 公司董事会及全体董事保证本公告内容真实、准确、完整，不存在虚假记载、误导性陈述或重大遗漏。 （一）公司基本情况 公司名称 股票简称 股票代码 法定代表人 注册地址 办公地址 （二）财务数据 报告期末 本报告期 年初至报告期末 比上年同期增减 资产总额 负债总额 归属于上市公司股东的净资产 营业收入 净利润 经营活动产生的现金流量净额 基本每股收益 稀释每股收益 加权平均净资产收益率 （三）重要事项 1、 2、 3、 公司董事会及全体董事保证本公告内容真实、准确、完整，不存在虚假记载、误导性陈述或重大遗漏。 （一）公司基本情况 公司名称 股票简称 股票代码 法定代表人 注册地址 办公地址 （二）财务数据 报告期末 本报告期 年初至报告期末 比上年同期增减 资产总额 负债总额 归属于上市公司股东的净资产 营业收入 净利润 经营活动产生的现金流量净额 基本每股收益 稀释每股收益 加权平均净资产收益率 （三）重要事项 1、 2、 3、 公司董事会及全体董事保证本公告内容真实、准确、完整，不存在虚假记载、误导性陈述或重大遗漏。 （一）公司基本情况 公司名称 股票简称 股票代码 法定代表人 注册地址 办公地址 （二）财务数据 报告期末 本报告期 年初至报告期末 比上年同期增减 资产总额 负债总额 归属于上市公司股东的净资产 营业收入 净利润 经营活动产生的现金流量净额 基本每股收益 稀释每股收益 加权平均净资产收益率 （三）重要事项 1、 2、 3、 公司董事会及全体董事保证本公告内容真实、准确、完整，不存在虚假记载、误导性陈述或重大遗漏。 （一）公司基本情况 公司名称 股票简称 股票代码 法定代表人 注册地址 办公地址 （二）财务数据 报告期末 本报告期 年初至报告期末 比上年同期增减 资产总额 负债总额 归属于上市公司股东的净资产 营业收入 净利润 经营活动产生的现金流量净额 基本每股收益 稀释每股收益 加权平均净资产收益率 （三）重要事项 1、 2、 3、 公司董事会及全体董事保证本公告内容真实、准确、完整，不存在虚假记载、误导性陈述或重大遗漏。 （一）公司基本情况 公司名称 股票简称 股票代码 法定代表人 注册地址 办公地址 （二）财务数据 报告期末 本报告期 年初至报告期末 比上年同期增减 资产总额 负债总额 归属于上市公司股东的净资产 营业收入 净利润 经营活动产生的现金流量净额 基本每股收益 稀释每股收益 加权平均净资产收益率 （三）重要事项 1、 2、 3、 公司董事会及全体董事保证本公告内容真实、准确、完整，不存在虚假记载、误导性陈述或重大遗漏。 （一）公司基本情况 公司名称 股票简称 股票代码 法定代表人 注册地址 办公地址 （二）财务数据 报告期末 本报告期 年初至报告期末 比上年同期增减 资产总额 负债总额 归属于上市公司股东的净资产 营业收入 净利润 经营活动产生的现金流量净额 基本每股收益 稀释每股收益 加权平均净资产收益率 （三）重要事项 1、 2、 3、 公司董事会及全体董事保证本公告内容真实、准确、完整，不存在虚假记载、误导性陈述或重大遗漏。 （一）公司基本情况 公司名称 股票简称 股票代码 法定代表人 注册地址 办公地址 （二）财务数据 报告期末 本报告期 年初至报告期末 比上年同期增减 资产总额 负债总额 归属于上市公司股东的净资产 营业收入 净利润 经营活动产生的现金流量净额 基本每股收益 稀释每股收益 加权平均净资产收益率 （三）重要事项 1、 2、 3、 公司董事会及全体董事保证本公告内容真实、准确、完整，不存在虚假记载、误导性陈述或重大遗漏。 （一）公司基本情况 公司名称 股票简称 股票代码 法定代表人 注册地址 办公地址 （二）财务数据 报告期末 本报告期 年初至报告期末 比上年同期增减 资产总额 负债总额 归属于上市公司股东的净资产 营业收入 净利润 经营活动产生的现金流量净额 基本每股收益 稀释每股收益 加权平均净资产收益率 （三）重要事项 1、 2、 3、 公司董事会及全体董事保证本公告内容真实、准确、完整，不存在虚假记载、误导性陈述或重大遗漏。 （一）公司基本情况 公司名称 股票简称 股票代码 法定代表人 注册地址 办公地址 （二）财务数据 报告期末 本报告期 年初至报告期末 比上年同期增减 资产总额 负债总额 归属于上市公司股东的净资产 营业收入 净利润 经营活动产生的现金流量净额 基本每股收益 稀释每股收益 加权平均净资产收益率 （三）重要事项 1、 2、 3、 公司董事会及全体董事保证本公告内容真实、准确、完整，不存在虚假记载、误导性陈述或重大遗漏。 （一）公司基本情况 公司名称 股票简称 股票代码 法定代表人 注册地址 办公地址 （二）财务数据 报告期末 本报告期 年初至报告期末 比上年同期增减 资产总额 负债总额 归属于上市公司股东的净资产 营业收入 净利润 经营活动产生的现金流量净额 基本每股收益 稀释每股收益 加权平均净资产收益率 （三）重要事项 1、 2、 3、 公司董事会及全体董事保证本公告内容真实、准确、完整，不存在虚假记载、误导性陈述或重大遗漏。 （一）公司基本情况 公司名称 股票简称 股票代码 法定代表人 注册地址 办公地址 （二）财务数据 报告期末 本报告期 年初至报告期末 比上年同期增减 资产总额 负债总额 归属于上市公司股东的净资产 营业收入 净利润 经营活动产生的现金流量净额 基本每股收益 稀释每股收益 加权平均净资产收益率 （三）重要事项 1、 2、 3、 公司董事会及全体董事保证本公告内容真实、准确、完整，不存在虚假记载、误导性陈述或重大遗漏。 （一）公司基本情况 公司名称 股票简称 股票代码 法定代表人 注册地址 办公地址 （二）财务数据 报告期末 本报告期 年初至报告期末 比上年同期增减 资产总额 负债总额 归属于上市公司股东的净资产 营业收入 净利润 经营活动产生的现金流量净额 基本每股收益 稀释每股收益 加权平均净资产收益率 （三）重要事项 1、 2、 3、 公司董事会及全体董事保证本公告内容真实、准确、完整，不存在虚假记载、误导性陈述或重大遗漏。 （一）公司基本情况 公司名称 股票简称 股票代码 法定代表人 注册地址 办公地址 （二）财务数据 报告期末 本报告期 年初至报告期末 比上年同期增减 资产总额 负债总额 归属于上市公司股东的净资产 营业收入 净利润 经营活动产生的现金流量净额 基本每股收益 稀释每股收益 加权平均净资产收益率 （三）重要事项 1、 2、 3、 公司董事会及全体董事保证本公告内容真实、准确、完整，不存在虚假记载、误导性陈述或重大遗漏。 （一）公司基本情况 公司名称 股票简称 股票代码 法定代表人 注册地址 办公地址 （二）财务数据 报告期末 本报告期 年初至报告期末 比上年同期增减 资产总额 负债总额 归属于上市公司股东的净资产 营业收入 净利润 经营活动产生的现金流量净额 基本每股收益 稀释每股收益 加权平均净资产收益率 （三）重要事项 1、 2、 3、 公司董事会及全体董事保证本公告内容真实、准确、完整，不存在虚假记载、误导性陈述或重大遗漏。 （一）公司基本情况 公司名称 股票简称 股票代码 法定代表人 注册地址 办公地址 （二）财务数据 报告期末 本报告期 年初至报告期末 比上年同期增减 资产总额 负债总额 归属于上市公司股东的净资产 营业收入 净利润 经营活动产生的现金流量净额 基本每股收益 稀释每股收益 加权平均净资产收益率 （三）重要事项 1、 2、 3、 公司董事会及全体董事保证本公告内容真实、准确、完整，不存在虚假记载、误导性陈述或重大遗漏。 （一）公司基本情况 公司名称 股票简称 股票代码 法定代表人 注册地址 办公地址 （二）财务数据 报告期末 本报告期 年初至报告期末 比上年同期增减 资产总额 负债总额 归属于上市公司股东的净资产 营业收入 净利润 经营活动产生的现金流量净额 基本每股收益 稀释每股收益 加权平均净资产收益率 （三）重要事项 1、 2、 3、 公司董事会及全体董事保证本公告内容真实、准确、完整，不存在虚假记载、误导性陈述或重大遗漏。 （一）公司基本情况 公司名称 股票简称 股票代码 法定代表人 注册地址 办公地址 （二）财务数据 报告期末 本报告期 年初至报告期末 比上年同期增减 资产总额 负债总额 归属于上市公司股东的净资产 营业收入 净利润 经营活动产生的现金流量净额 基本每股收益 稀释每股收益 加权平均净资产收益率 （三）重要事项 1、 2、 3、 公司董事会及全体董事保证本公告内容真实、准确、完整，不存在虚假记载、误导性陈述或重大遗漏。 （一）公司基本情况 公司名称 股票简称 股票代码 法定代表人 注册地址 办公地址 （二）财务数据 报告期末 本报告期 年初至报告期末 比上年同期增减 资产总额 负债总额 归属于上市公司股东的净资产 营业收入 净利润 经营活动产生的现金流量净额 基本每股收益 稀释每股收益 加权平均净资产收益率 （三）重要事项 1、 2、 3、 公司董事会及全体董事保证本公告内容真实、准确、完整，不存在虚假记载、误导性陈述或重大遗漏。 （一）公司基本情况 公司名称 股票简称 股票代码 法定代表人 注册地址 办公地址 （二）财务数据 报告期末 本报告期 年初至报告期末 比上年同期增减 资产总额 负债总额 归属于上市公司股东的净资产 营业收入 净利润 经营活动产生的现金流量净额 基本每股收益 稀释每股收益 加权平均净资产收益率 （三）重要事项 1、 2、 3、 公司董事会及全体董事保证本公告内容真实、准确、完整，不存在虚假记载、误导性陈述或重大遗漏。 （一）公司基本情况 公司名称 股票简称 股票代码 法定代表人 注册地址 办公地址 （二）财务数据 报告期末 本报告期 年初至报告期末 比上年同期增减 资产总额 负债总额 归属于上市公司股东的净资产 营业收入 净利润 经营活动产生的现金流量净额 基本每股收益 稀释每股收益 加权平均净资产收益率 （三）重要事项 1、 2、 3、 公司董事会及全体董事保证本公告内容真实、准确、完整，不存在虚假记载、误导性陈述或重大遗漏。 （一）公司基本情况 公司名称 股票简称 股票代码 法定代表人 注册地址 办公地址 （二）财务数据 报告期末 本报告期 年初至报告期末 比上年同期增减 资产总额 负债总额 归属于上市公司股东的净资产 营业收入 净利润 经营活动产生的现金流量净额 基本每股收益 稀释每股收益 加权平均净资产收益率 （三）重要事项 1、 2、 3、 公司董事会及全体董事保证本公告内容真实、准确、完整，不存在虚假记载、误导性陈述或重大遗漏。 （一）公司基本情况 公司名称 股票简称 股票代码 法定代表人 注册地址 办公地址 （二）财务数据 报告期末 本报告期 年初至报告期末 比上年同期增减 资产总额 负债总额 归属于上市公司股东的净资产 营业收入 净利润 经营活动产生的现金流量净额 基本每股收益 稀释每股收益 加权平均净资产收益率 （三）重要事项 1、 2、 3、 公司董事会及全体董事保证本公告内容真实、准确、完整，不存在虚假记载、误导性陈述或重大遗漏。 （一）公司基本情况 公司名称 股票简称 股票代码 法定代表人 注册地址 办公地址 （二）财务数据 报告期末 本报告期 年初至报告期末 比上年同期增减 资产总额 负债总额 归属于上市公司股东的净资产 营业收入 净利润 经营活动产生的现金流量净额 基本每股收益 稀释每股收益 加权平均净资产收益率 （三）重要事项 1、 2、 3、 公司董事会及全体董事保证本公告内容真实、准确、完整，不存在虚假记载、误导性陈述或重大遗漏。 （一）公司基本情况 公司名称 股票简称 股票代码 法定代表人 注册地址 办公地址 （二）财务数据 报告期末 本报告期 年初至报告期末 比上年同期增减 资产总额 负债总额 归属于上市公司股东的净资产 营业收入 净利润 经营活动产生的现金流量净额 基本每股收益 稀释每股收益 加权平均净资产收益率 （三）重要事项 1、 2、 3、 公司董事会及全体董事保证本公告内容真实、准确、完整，不存在虚假记载、误导性陈述或重大遗漏。 （一）公司基本情况 公司名称 股票简称 股票代码 法定代表人 注册地址 办公地址 （二）财务数据 报告期末 本报告期 年初至报告期末 比上年同期增减 资产总额 负债总额 归属于上市公司股东的净资产 营业收入 净利润 经营活动产生的现金流量净额 基本每股收益 稀释每股收益 加权平均净资产收益率 （三）重要事项 1、 2、 3、 公司董事会及全体董事保证本公告内容真实、准确、完整，不存在虚假记载、误导性陈述或重大遗漏。 （一）公司基本情况 公司名称 股票简称 股票代码 法定代表人 注册地址 办公地址 （二）财务数据 报告期末 本报告期 年初至报告期末 比上年同期增减 资产总额 负债总额 归属于上市公司股东的净资产 营业收入 净利润 经营活动产生的现金流量净额 基本每股收益 稀释每股收益 加权平均净资产收益率 （三）重要事项 1、 2、 3、 公司董事会及全体董事保证本公告内容真实、准确、完整，不存在虚假记载、误导性陈述或重大遗漏。 （一）公司基本情况 公司名称 股票简称 股票代码 法定代表人 注册地址 办公地址 （二）财务数据 报告期末 本报告期 年初至报告期末 比上年同期增减 资产总额 负债总额 归属于上市公司股东的净资产 营业收入 净利润 经营活动产生的现金流量净额 基本每股收益 稀释每股收益 加权平均净资产收益率 （三）重要事项 1、 2、 3、 公司董事会及全体董事保证本公告内容真实、准确、完整，不存在虚假记载、误导性陈述或重大遗漏。 （一）公司基本情况 公司名称 股票简称 股票代码 法定代表人 注册地址 办公地址 （二）财务数据 报告期末 本报告期 年初至报告期末 比上年同期增减 资产总额 负债总额 归属于上市公司股东的净资产 营业收入 净利润 经营活动产生的现金流量净额 基本每股收益 稀释每股收益 加权平均净资产收益率 （三）重要事项 1、 2、 3、 公司董事会及全体董事保证本公告内容真实、准确、完整，不存在虚假记载、误导性陈述或重大遗漏。 （一）公司基本情况 公司名称 股票简称 股票代码 法定代表人 注册地址 办公地址 （二）财务数据 报告期末 本报告期 年初至报告期末 比上年同期增减 资产总额 负债总额 归属于上市公司股东的净资产 营业收入 净利润 经营活动产生的现金流量净额 基本每股收益 稀释每股收益 加权平均净资产收益率 （三）重要事项 1、 2、 3、 公司董事会及全体董事保证本公告内容真实、准确、完整，不存在虚假记载、误导性陈述或重大遗漏。 [6, 43, 122, 601]
series-line [423, 550, 491, 569]
table-header-cell: 金额 [321, 541, 347, 548]
